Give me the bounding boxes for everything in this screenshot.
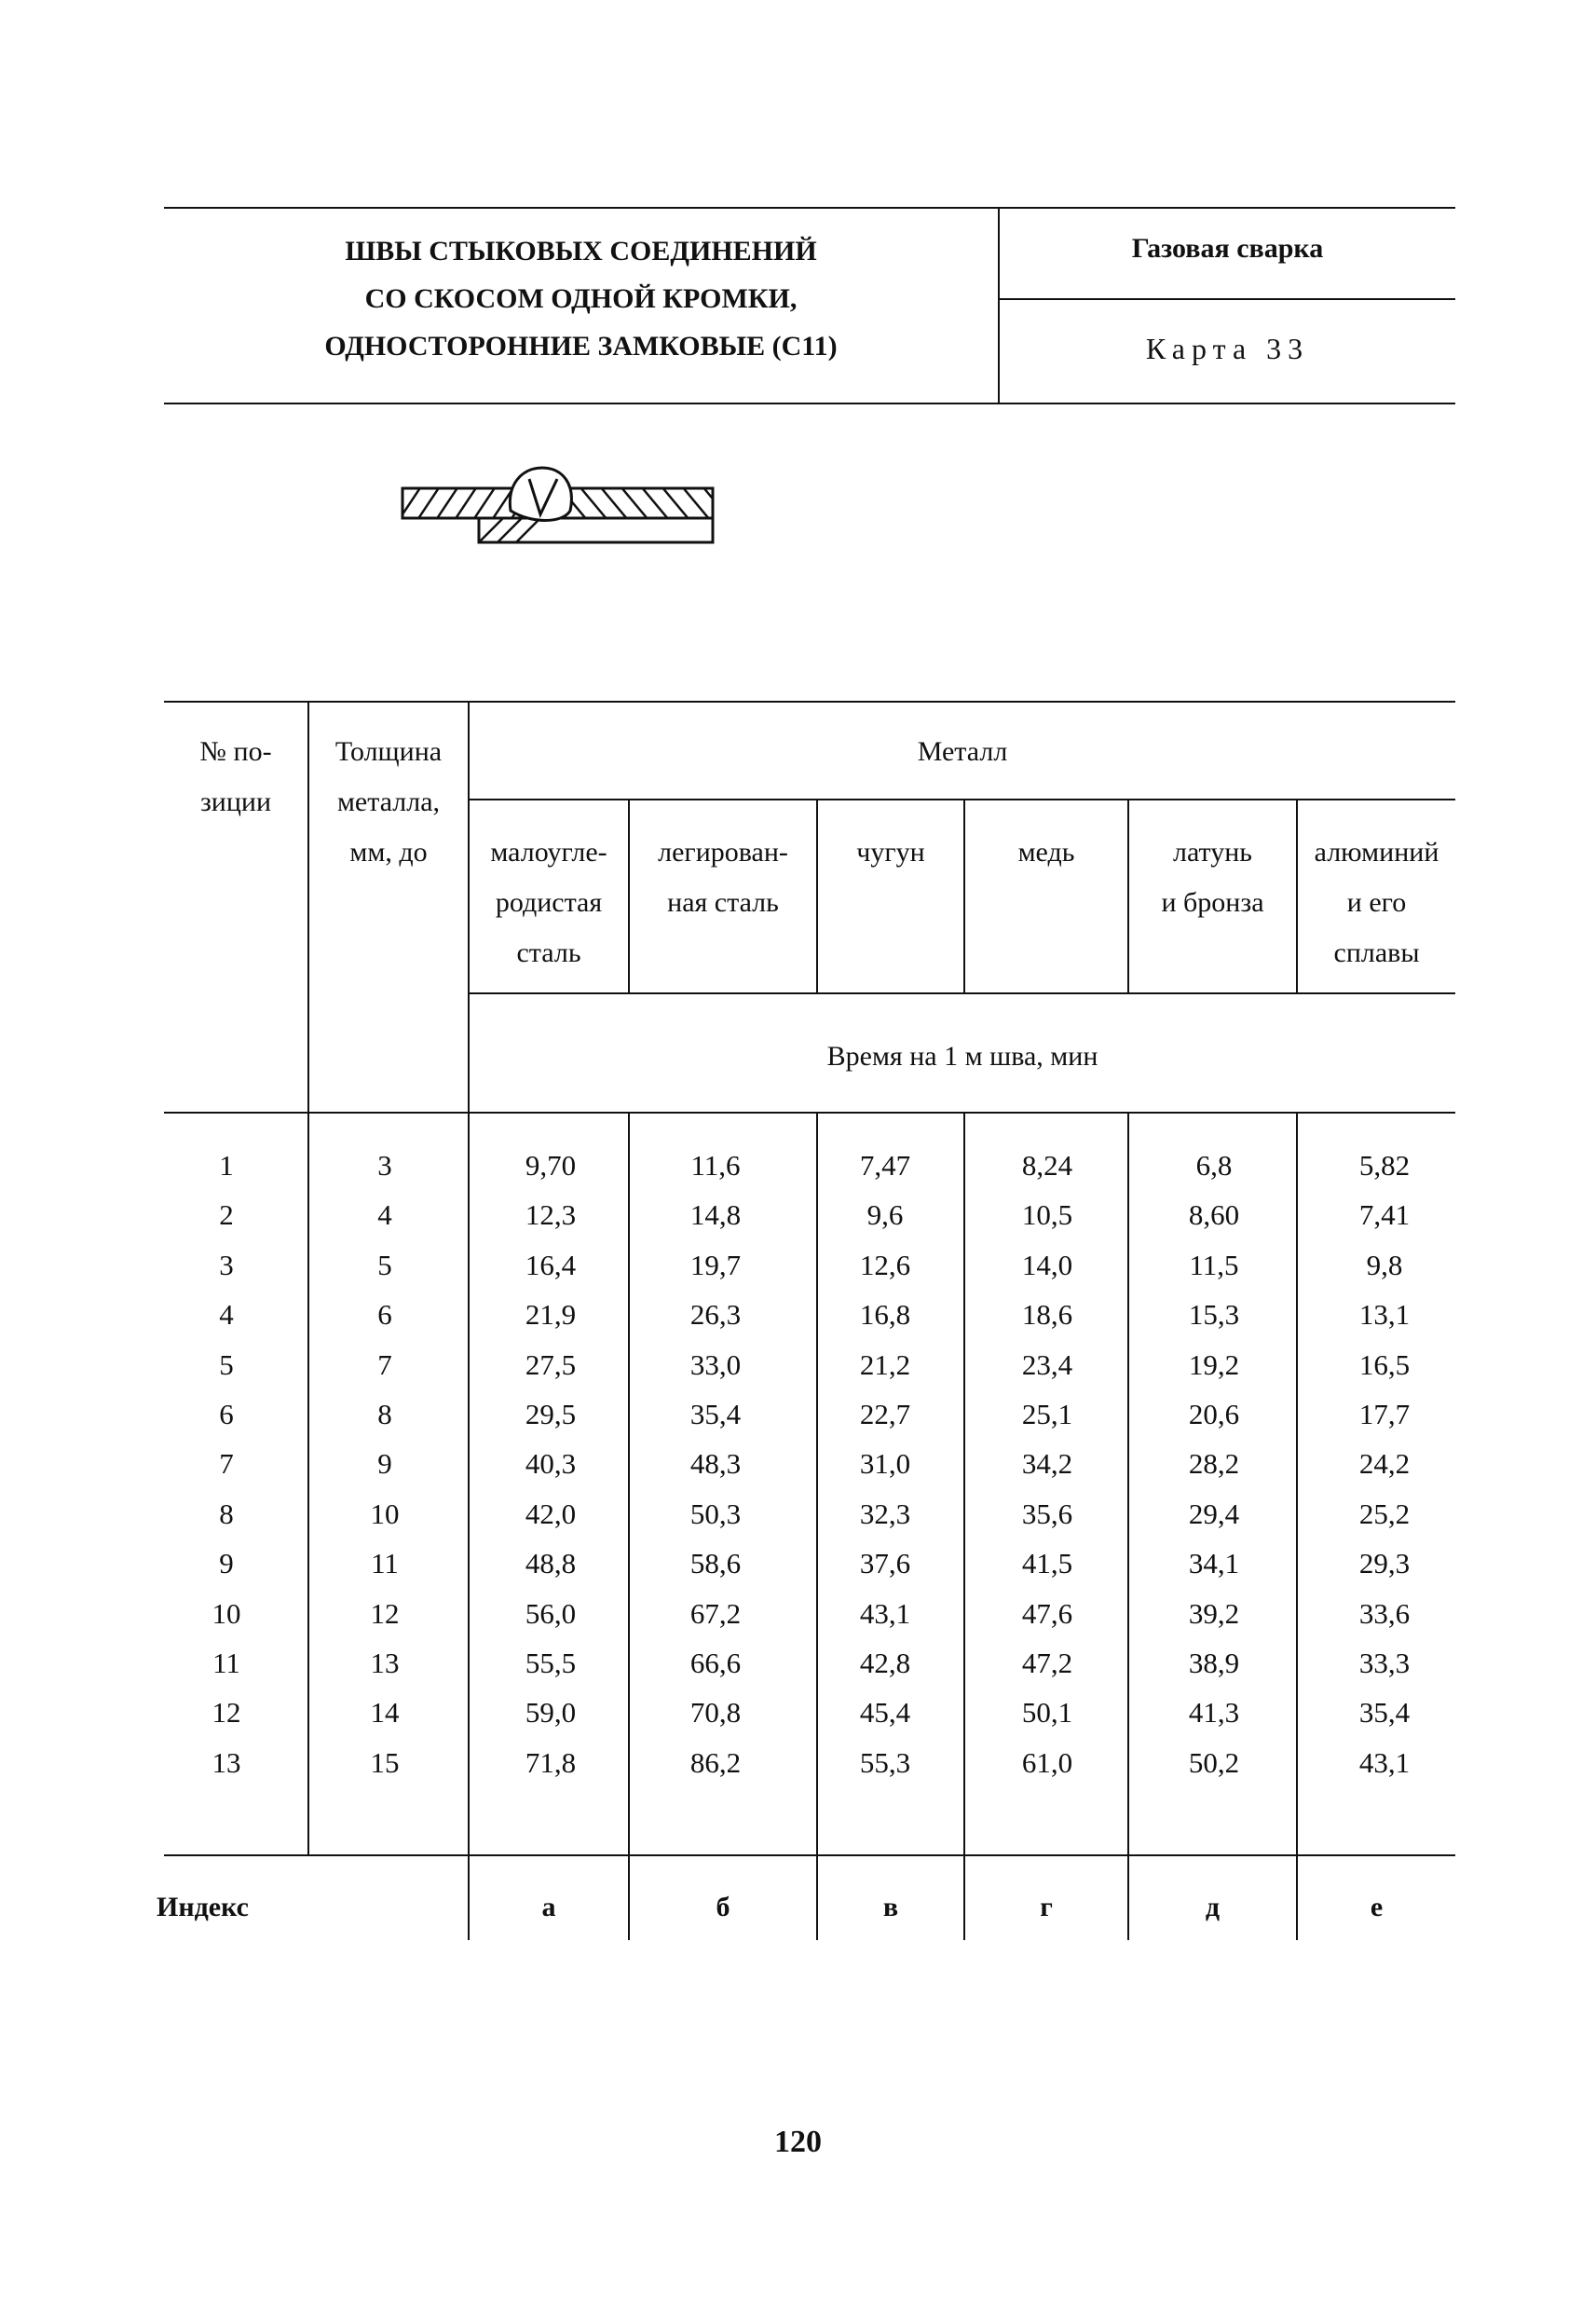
- row-value: 47,2: [1021, 1647, 1073, 1679]
- row-thickness: 9: [377, 1447, 392, 1481]
- row-thickness: 4: [377, 1198, 392, 1232]
- row-value: 50,1: [1021, 1696, 1073, 1730]
- row-value: 43,1: [859, 1596, 911, 1630]
- row-value: 42,8: [859, 1647, 911, 1679]
- row-value: 29,4: [1188, 1497, 1240, 1530]
- row-value: 47,6: [1021, 1596, 1073, 1630]
- title-line: ШВЫ СТЫКОВЫХ СОЕДИНЕНИЙ: [345, 236, 817, 267]
- row-position: 1: [219, 1149, 234, 1182]
- weld-joint-diagram: [391, 457, 727, 568]
- row-value: 34,2: [1021, 1447, 1073, 1481]
- row-value: 29,5: [525, 1398, 577, 1430]
- row-value: 41,5: [1021, 1547, 1073, 1580]
- metal-subheader-line: родистая: [495, 887, 603, 918]
- row-value: 70,8: [689, 1696, 742, 1730]
- metal-subheader-line: малоугле-: [490, 837, 607, 868]
- row-position: 9: [219, 1547, 234, 1580]
- row-value: 10,5: [1021, 1198, 1073, 1232]
- row-value: 50,3: [689, 1497, 742, 1530]
- row-value: 38,9: [1188, 1647, 1240, 1679]
- index-value: г: [1040, 1892, 1053, 1922]
- metal-subheader: [1298, 827, 1455, 978]
- row-thickness: 7: [377, 1347, 392, 1381]
- row-value: 14,8: [689, 1198, 742, 1232]
- backing-strip: [479, 518, 713, 542]
- row-thickness: 15: [370, 1745, 400, 1779]
- metal-subheader-line: ная сталь: [667, 887, 779, 918]
- index-label: Индекс: [157, 1892, 249, 1922]
- row-value: 58,6: [689, 1547, 742, 1580]
- row-value: 5,82: [1358, 1149, 1411, 1182]
- row-position: 12: [211, 1696, 241, 1730]
- row-thickness: 3: [377, 1149, 392, 1182]
- row-value: 50,2: [1188, 1745, 1240, 1779]
- index-value: в: [882, 1892, 899, 1922]
- row-value: 23,4: [1021, 1347, 1073, 1381]
- row-value: 9,6: [866, 1198, 904, 1232]
- row-value: 28,2: [1188, 1447, 1240, 1481]
- col-divider: [963, 1112, 965, 1940]
- header-block: [164, 207, 1455, 404]
- row-value: 25,1: [1021, 1398, 1073, 1430]
- row-position: 5: [219, 1347, 234, 1381]
- time-per-meter-header: Время на 1 м шва, мин: [826, 1041, 1098, 1072]
- row-value: 35,4: [689, 1398, 742, 1430]
- row-value: 13,1: [1358, 1298, 1411, 1332]
- row-value: 37,6: [859, 1547, 911, 1580]
- row-value: 7,41: [1358, 1198, 1411, 1232]
- row-value: 35,6: [1021, 1497, 1073, 1530]
- metal-subheader: [470, 827, 628, 978]
- row-position: 7: [219, 1447, 234, 1481]
- row-value: 24,2: [1358, 1447, 1411, 1481]
- row-position: 3: [219, 1248, 234, 1281]
- row-value: 11,5: [1189, 1248, 1239, 1281]
- col-header-position: № по- зиции: [199, 736, 272, 817]
- row-value: 55,3: [859, 1745, 911, 1779]
- page-number: 120: [774, 2125, 822, 2159]
- index-value: а: [541, 1892, 556, 1922]
- row-value: 11,6: [690, 1149, 741, 1182]
- row-position: 13: [211, 1745, 241, 1779]
- header-bottom-rule: [164, 1112, 1455, 1114]
- row-value: 43,1: [1358, 1745, 1411, 1779]
- row-position: 8: [219, 1497, 234, 1530]
- row-value: 66,6: [689, 1647, 742, 1679]
- row-value: 20,6: [1188, 1398, 1240, 1430]
- row-position: 6: [219, 1398, 234, 1430]
- row-value: 9,8: [1366, 1248, 1403, 1281]
- metal-subheader: [965, 827, 1127, 878]
- row-value: 45,4: [859, 1696, 911, 1730]
- metal-header-rule: [468, 799, 1455, 800]
- row-value: 8,24: [1021, 1149, 1073, 1182]
- metal-subheader-line: латунь: [1173, 837, 1252, 868]
- index-value: д: [1205, 1892, 1221, 1922]
- metal-subheader-line: чугун: [856, 837, 925, 868]
- row-value: 7,47: [859, 1149, 911, 1182]
- col-divider: [816, 1112, 818, 1940]
- row-value: 34,1: [1188, 1547, 1240, 1580]
- row-value: 19,2: [1188, 1347, 1240, 1381]
- metal-subheader-line: и бронза: [1161, 887, 1264, 918]
- body-bottom-rule: [164, 1854, 1455, 1856]
- col-header-thickness: Толщина металла, мм, до: [334, 736, 443, 868]
- document-title: [164, 227, 998, 370]
- row-thickness: 13: [370, 1647, 400, 1679]
- row-value: 12,3: [525, 1198, 577, 1232]
- metal-subheader-line: медь: [1017, 837, 1075, 868]
- row-thickness: 14: [370, 1696, 400, 1730]
- index-value: е: [1370, 1892, 1384, 1922]
- metal-subheader-line: сплавы: [1333, 937, 1420, 968]
- row-value: 9,70: [525, 1149, 577, 1182]
- row-value: 26,3: [689, 1298, 742, 1332]
- row-value: 16,4: [525, 1248, 577, 1281]
- row-value: 19,7: [689, 1248, 742, 1281]
- row-position: 4: [219, 1298, 234, 1332]
- row-thickness: 11: [371, 1547, 399, 1580]
- header-divider-horizontal: [1000, 298, 1455, 300]
- row-thickness: 8: [377, 1398, 392, 1430]
- col-divider: [1127, 1112, 1129, 1940]
- row-thickness: 10: [370, 1497, 400, 1530]
- table-top-rule: [164, 701, 1455, 703]
- row-position: 2: [219, 1198, 234, 1232]
- title-line: ОДНОСТОРОННИЕ ЗАМКОВЫЕ (С11): [324, 331, 838, 362]
- row-value: 15,3: [1188, 1298, 1240, 1332]
- row-value: 6,8: [1195, 1149, 1233, 1182]
- col-header-metal: Металл: [917, 736, 1008, 767]
- row-value: 25,2: [1358, 1497, 1411, 1530]
- col-divider: [1296, 1112, 1298, 1940]
- row-value: 12,6: [859, 1248, 911, 1281]
- row-thickness: 5: [377, 1248, 392, 1281]
- row-value: 8,60: [1188, 1198, 1240, 1232]
- row-value: 56,0: [525, 1596, 577, 1630]
- row-value: 42,0: [525, 1497, 577, 1530]
- row-value: 48,8: [525, 1547, 577, 1580]
- row-value: 86,2: [689, 1745, 742, 1779]
- row-thickness: 6: [377, 1298, 392, 1332]
- row-value: 59,0: [525, 1696, 577, 1730]
- row-value: 39,2: [1188, 1596, 1240, 1630]
- col-divider: [628, 1112, 630, 1940]
- row-value: 21,2: [859, 1347, 911, 1381]
- row-value: 32,3: [859, 1497, 911, 1530]
- row-value: 40,3: [525, 1447, 577, 1481]
- welding-method: Газовая сварка: [1131, 233, 1324, 264]
- metal-subheader-line: сталь: [516, 937, 581, 968]
- row-value: 16,5: [1358, 1347, 1411, 1381]
- metals-bottom-rule: [468, 992, 1455, 994]
- row-value: 33,3: [1358, 1647, 1411, 1679]
- row-value: 71,8: [525, 1745, 577, 1779]
- title-line: СО СКОСОМ ОДНОЙ КРОМКИ,: [364, 283, 798, 314]
- row-value: 67,2: [689, 1596, 742, 1630]
- row-value: 17,7: [1358, 1398, 1411, 1430]
- row-value: 27,5: [525, 1347, 577, 1381]
- row-value: 14,0: [1021, 1248, 1073, 1281]
- row-value: 18,6: [1021, 1298, 1073, 1332]
- card-number: Карта 33: [1145, 332, 1310, 365]
- metal-subheader-line: алюминий: [1314, 837, 1439, 868]
- row-value: 33,6: [1358, 1596, 1411, 1630]
- row-value: 41,3: [1188, 1696, 1240, 1730]
- row-thickness: 12: [370, 1596, 400, 1630]
- metal-subheader: [630, 827, 816, 928]
- row-value: 29,3: [1358, 1547, 1411, 1580]
- row-value: 16,8: [859, 1298, 911, 1332]
- row-value: 48,3: [689, 1447, 742, 1481]
- row-value: 55,5: [525, 1647, 577, 1679]
- row-value: 35,4: [1358, 1696, 1411, 1730]
- row-value: 33,0: [689, 1347, 742, 1381]
- row-value: 31,0: [859, 1447, 911, 1481]
- metal-subheader: [1129, 827, 1296, 928]
- row-position: 10: [211, 1596, 241, 1630]
- row-value: 61,0: [1021, 1745, 1073, 1779]
- row-value: 21,9: [525, 1298, 577, 1332]
- metal-subheader-line: и его: [1346, 887, 1407, 918]
- index-value: б: [716, 1892, 730, 1922]
- row-value: 22,7: [859, 1398, 911, 1430]
- row-position: 11: [212, 1647, 240, 1679]
- metal-subheader: [818, 827, 963, 878]
- metal-subheader-line: легирован-: [658, 837, 788, 868]
